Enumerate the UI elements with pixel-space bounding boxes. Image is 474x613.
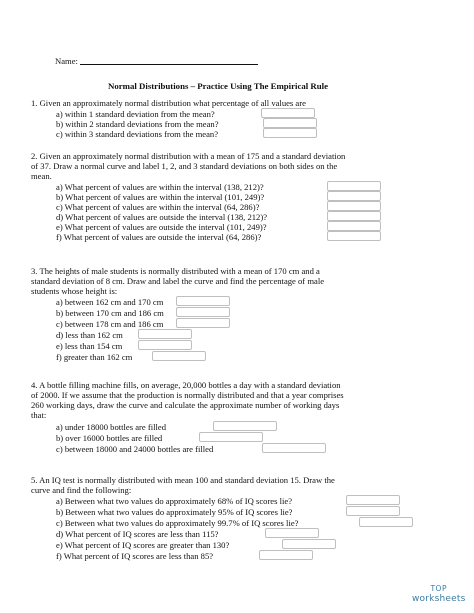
q3-stem-line2: standard deviation of 8 cm. Draw and label the curve and find the percentage of male [31,276,325,286]
q4-item-b: b) over 16000 bottles are filled [56,433,163,443]
q3-answer-f[interactable] [152,351,206,361]
logo-line1: TOP [430,584,447,593]
q2-item-c: c) What percent of values are within the interval (64, 286)? [56,202,260,212]
q4-item-c: c) between 18000 and 24000 bottles are filled [56,444,214,454]
topworksheets-logo [412,584,465,604]
q1-item-a: a) within 1 standard deviation from the mean? [56,109,215,119]
q2-answer-e[interactable] [327,221,381,231]
q2-item-f: f) What percent of values are outside the interval (64, 286)? [56,232,262,242]
q5-item-d: d) What percent of IQ scores are less than 115? [56,529,219,539]
q4-stem-line1: 4. A bottle filling machine fills, on average, 20,000 bottles a day with a standard deviation [31,380,341,390]
q3-item-e: e) less than 154 cm [56,341,123,351]
q5-answer-b[interactable] [346,506,400,516]
q3-stem-line1: 3. The heights of male students is normally distributed with a mean of 170 cm and a [31,266,320,276]
name-label: Name: [55,56,78,66]
q2-stem-line3: mean. [31,171,52,181]
q5-answer-c[interactable] [359,517,413,527]
q3-item-a: a) between 162 cm and 170 cm [56,297,164,307]
q4-answer-c[interactable] [262,443,326,453]
q5-answer-f[interactable] [259,550,313,560]
q5-answer-d[interactable] [265,528,319,538]
q4-answer-b[interactable] [199,432,263,442]
q4-stem-line4: that: [31,410,47,420]
q2-answer-b[interactable] [327,191,381,201]
q2-stem-line2: of 37. Draw a normal curve and label 1, 2, and 3 standard deviations on both sides on the [31,161,338,171]
q3-answer-e[interactable] [138,340,192,350]
q2-item-a: a) What percent of values are within the interval (138, 212)? [56,182,264,192]
q5-answer-e[interactable] [282,539,336,549]
q5-item-c: c) Between what two values do approximately 99.7% of IQ scores lie? [56,518,299,528]
q5-stem-line2: curve and find the following: [31,485,132,495]
q2-answer-d[interactable] [327,211,381,221]
q3-item-f: f) greater than 162 cm [56,352,133,362]
q5-item-a: a) Between what two values do approximately 68% of IQ scores lie? [56,496,293,506]
q5-answer-a[interactable] [346,495,400,505]
q3-item-b: b) between 170 cm and 186 cm [56,308,164,318]
q2-answer-f[interactable] [327,231,381,241]
q3-item-d: d) less than 162 cm [56,330,123,340]
q2-item-d: d) What percent of values are outside the interval (138, 212)? [56,212,268,222]
q3-stem-line3: students whose height is: [31,286,118,296]
q3-answer-a[interactable] [176,296,230,306]
q4-stem-line2: of 2000. If we assume that the production is normally distributed and that a year comprises [31,390,344,400]
q5-item-f: f) What percent of IQ scores are less than 85? [56,551,214,561]
page-title: Normal Distributions – Practice Using The Empirical Rule [108,81,328,91]
q5-item-b: b) Between what two values do approximately 95% of IQ scores lie? [56,507,293,517]
q1-item-c: c) within 3 standard deviations from the mean? [56,129,219,139]
q3-answer-c[interactable] [176,318,230,328]
q1-answer-b[interactable] [263,118,317,128]
q3-answer-d[interactable] [138,329,192,339]
q2-stem-line1: 2. Given an approximately normal distribution with a mean of 175 and a standard deviation [31,151,346,161]
q2-answer-a[interactable] [327,181,381,191]
q1-answer-a[interactable] [261,108,315,118]
q2-item-e: e) What percent of values are outside the interval (101, 249)? [56,222,267,232]
logo-line2: worksheets [412,594,466,604]
q4-answer-a[interactable] [213,421,277,431]
q4-item-a: a) under 18000 bottles are filled [56,422,167,432]
q2-answer-c[interactable] [327,201,381,211]
q1-stem: 1. Given an approximately normal distribution what percentage of all values are [31,98,306,108]
name-line [80,64,258,65]
q3-answer-b[interactable] [176,307,230,317]
q4-stem-line3: 260 working days, draw the curve and calculate the approximate number of working days [31,400,340,410]
q3-item-c: c) between 178 cm and 186 cm [56,319,164,329]
q2-item-b: b) What percent of values are within the interval (101, 249)? [56,192,265,202]
q1-answer-c[interactable] [263,128,317,138]
q5-item-e: e) What percent of IQ scores are greater than 130? [56,540,230,550]
q1-item-b: b) within 2 standard deviations from the mean? [56,119,219,129]
q5-stem-line1: 5. An IQ test is normally distributed with mean 100 and standard deviation 15. Draw the [31,475,335,485]
